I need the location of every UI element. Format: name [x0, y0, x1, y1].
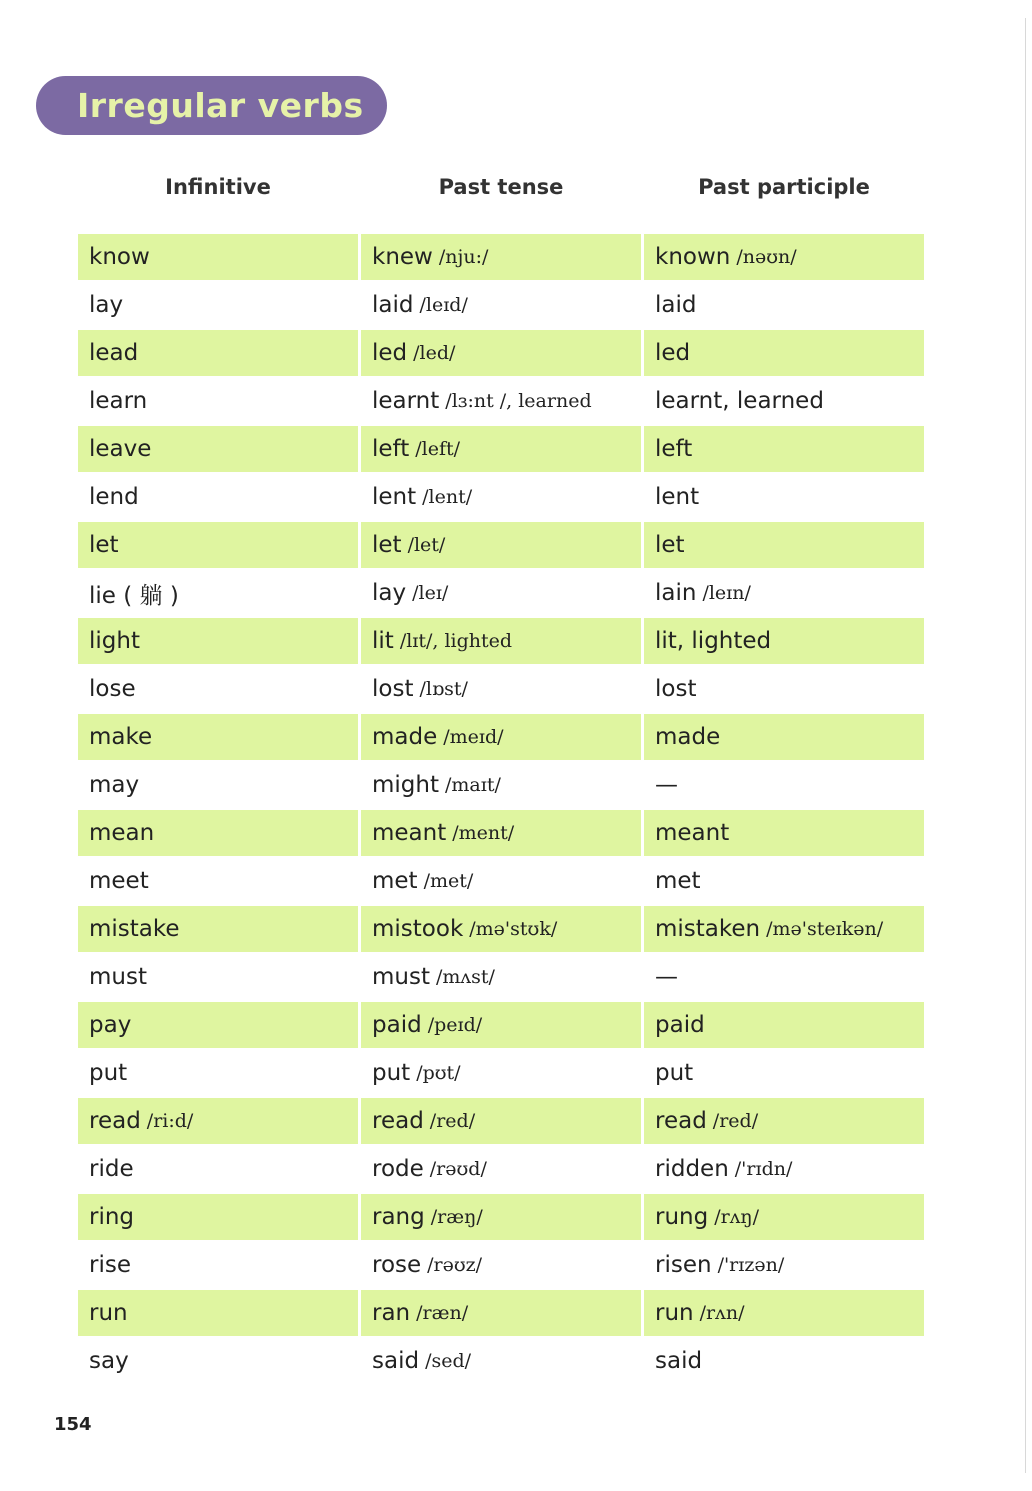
- past-tense-pronunciation: /rəʊd/: [429, 1158, 487, 1180]
- header-past-tense: Past tense: [438, 175, 564, 199]
- past-tense-cell: [361, 954, 641, 1000]
- past-participle-cell: [644, 618, 924, 664]
- past-participle-cell: [644, 1242, 924, 1288]
- past-tense-word: paid: [372, 1012, 422, 1038]
- table-row: [78, 1290, 928, 1338]
- past-participle-cell: [644, 1002, 924, 1048]
- past-tense-cell: [361, 570, 641, 616]
- past-tense-word: laid: [372, 292, 414, 318]
- table-row: [78, 1050, 928, 1098]
- past-participle-word: run: [655, 1300, 694, 1326]
- table-row: [78, 570, 928, 618]
- past-tense-word: lay: [372, 580, 407, 606]
- past-tense-word: lost: [372, 676, 414, 702]
- past-participle-cell: [644, 954, 924, 1000]
- infinitive-cell: [78, 666, 358, 712]
- past-participle-pronunciation: /'rɪzən/: [717, 1254, 785, 1276]
- past-tense-pronunciation: /mə'stʊk/: [469, 918, 558, 940]
- infinitive-word: let: [89, 532, 119, 558]
- past-tense-cell: [361, 522, 641, 568]
- past-tense-cell: [361, 762, 641, 808]
- page-number: 154: [54, 1414, 92, 1435]
- infinitive-word: lose: [89, 676, 136, 702]
- past-tense-cell: [361, 282, 641, 328]
- infinitive-word: mean: [89, 820, 155, 846]
- past-participle-word: —: [655, 964, 678, 990]
- past-participle-pronunciation: /rʌn/: [699, 1302, 745, 1324]
- past-tense-word: said: [372, 1348, 420, 1374]
- past-tense-word: lit: [372, 628, 394, 654]
- infinitive-cell: [78, 1050, 358, 1096]
- past-tense-cell: [361, 426, 641, 472]
- infinitive-word: run: [89, 1300, 128, 1326]
- past-tense-word: might: [372, 772, 439, 798]
- infinitive-word: read: [89, 1108, 141, 1134]
- past-tense-word: left: [372, 436, 410, 462]
- infinitive-word: meet: [89, 868, 149, 894]
- past-participle-cell: [644, 426, 924, 472]
- past-tense-cell: [361, 666, 641, 712]
- past-tense-pronunciation: /ræn/: [416, 1302, 469, 1324]
- past-tense-cell: [361, 1242, 641, 1288]
- page-title: Irregular verbs: [77, 86, 364, 125]
- table-row: [78, 666, 928, 714]
- past-participle-cell: [644, 330, 924, 376]
- table-row: [78, 522, 928, 570]
- infinitive-cell: [78, 762, 358, 808]
- past-participle-cell: [644, 1290, 924, 1336]
- past-tense-cell: [361, 1002, 641, 1048]
- past-participle-word: lent: [655, 484, 700, 510]
- past-participle-word: put: [655, 1060, 694, 1086]
- table-row: [78, 1242, 928, 1290]
- past-tense-pronunciation: /lɒst/: [419, 678, 468, 700]
- past-tense-pronunciation: /ment/: [452, 822, 515, 844]
- past-tense-cell: [361, 906, 641, 952]
- past-tense-word: lent: [372, 484, 417, 510]
- past-participle-cell: [644, 1338, 924, 1384]
- infinitive-cell: [78, 858, 358, 904]
- table-row: [78, 426, 928, 474]
- infinitive-cell: [78, 474, 358, 520]
- past-tense-pronunciation: /lɜ:nt /, learned: [445, 390, 592, 412]
- infinitive-word: know: [89, 244, 150, 270]
- infinitive-cell: [78, 906, 358, 952]
- infinitive-word: lay: [89, 292, 124, 318]
- past-tense-pronunciation: /peɪd/: [427, 1014, 483, 1036]
- past-participle-pronunciation: /leɪn/: [702, 582, 751, 604]
- past-tense-pronunciation: /pʊt/: [416, 1062, 461, 1084]
- past-participle-cell: [644, 378, 924, 424]
- past-participle-cell: [644, 858, 924, 904]
- past-tense-word: led: [372, 340, 408, 366]
- infinitive-pronunciation: /ri:d/: [146, 1110, 194, 1132]
- page-edge-line: [1025, 18, 1026, 1473]
- past-tense-pronunciation: /rəʊz/: [427, 1254, 483, 1276]
- past-tense-word: rode: [372, 1156, 424, 1182]
- table-row: [78, 1098, 928, 1146]
- past-tense-word: must: [372, 964, 430, 990]
- past-participle-word: known: [655, 244, 731, 270]
- past-participle-cell: [644, 762, 924, 808]
- infinitive-word: rise: [89, 1252, 131, 1278]
- past-tense-word: met: [372, 868, 418, 894]
- past-participle-cell: [644, 1146, 924, 1192]
- past-participle-word: rung: [655, 1204, 709, 1230]
- past-tense-cell: [361, 858, 641, 904]
- past-tense-word: knew: [372, 244, 433, 270]
- past-tense-pronunciation: /red/: [429, 1110, 476, 1132]
- table-row: [78, 762, 928, 810]
- infinitive-word: mistake: [89, 916, 180, 942]
- past-tense-pronunciation: /ræŋ/: [430, 1206, 483, 1228]
- infinitive-word: put: [89, 1060, 128, 1086]
- past-tense-cell: [361, 330, 641, 376]
- past-participle-word: said: [655, 1348, 703, 1374]
- past-participle-word: left: [655, 436, 693, 462]
- past-participle-pronunciation: /mə'steɪkən/: [766, 918, 884, 940]
- past-tense-word: rang: [372, 1204, 425, 1230]
- past-participle-word: made: [655, 724, 721, 750]
- past-tense-pronunciation: /sed/: [425, 1350, 472, 1372]
- past-tense-word: let: [372, 532, 402, 558]
- past-tense-pronunciation: /left/: [415, 438, 461, 460]
- infinitive-word: lead: [89, 340, 139, 366]
- past-tense-cell: [361, 810, 641, 856]
- infinitive-cell: [78, 618, 358, 664]
- past-participle-word: learnt, learned: [655, 388, 824, 414]
- infinitive-word: must: [89, 964, 147, 990]
- header-past-participle: Past participle: [698, 175, 870, 199]
- past-participle-word: mistaken: [655, 916, 761, 942]
- past-participle-cell: [644, 234, 924, 280]
- table-row: [78, 810, 928, 858]
- infinitive-cell: [78, 1098, 358, 1144]
- infinitive-cell: [78, 282, 358, 328]
- past-tense-cell: [361, 378, 641, 424]
- past-tense-word: learnt: [372, 388, 440, 414]
- past-tense-pronunciation: /led/: [413, 342, 456, 364]
- past-tense-word: put: [372, 1060, 411, 1086]
- past-participle-pronunciation: /rʌŋ/: [714, 1206, 760, 1228]
- infinitive-cell: [78, 1242, 358, 1288]
- past-participle-cell: [644, 474, 924, 520]
- past-tense-pronunciation: /met/: [423, 870, 474, 892]
- infinitive-word: ring: [89, 1204, 135, 1230]
- table-row: [78, 1194, 928, 1242]
- infinitive-cell: [78, 954, 358, 1000]
- past-participle-cell: [644, 1194, 924, 1240]
- table-row: [78, 906, 928, 954]
- infinitive-word: say: [89, 1348, 129, 1374]
- infinitive-cell: [78, 570, 358, 616]
- past-participle-word: lain: [655, 580, 697, 606]
- infinitive-cell: [78, 810, 358, 856]
- past-tense-word: ran: [372, 1300, 411, 1326]
- past-participle-cell: [644, 1098, 924, 1144]
- past-tense-pronunciation: /nju:/: [438, 246, 489, 268]
- infinitive-cell: [78, 1146, 358, 1192]
- past-tense-pronunciation: /lent/: [422, 486, 473, 508]
- table-row: [78, 1146, 928, 1194]
- table-row: [78, 234, 928, 282]
- past-tense-word: read: [372, 1108, 424, 1134]
- past-participle-word: read: [655, 1108, 707, 1134]
- infinitive-cell: [78, 1290, 358, 1336]
- table-row: [78, 1002, 928, 1050]
- past-participle-pronunciation: /nəʊn/: [736, 246, 797, 268]
- verb-table: [78, 234, 928, 1386]
- past-tense-pronunciation: /meɪd/: [443, 726, 504, 748]
- past-tense-cell: [361, 1050, 641, 1096]
- past-tense-pronunciation: /leɪ/: [412, 582, 449, 604]
- past-participle-word: meant: [655, 820, 730, 846]
- past-tense-cell: [361, 1194, 641, 1240]
- table-row: [78, 378, 928, 426]
- past-participle-word: laid: [655, 292, 697, 318]
- past-participle-pronunciation: /red/: [712, 1110, 759, 1132]
- past-participle-word: lit, lighted: [655, 628, 772, 654]
- past-tense-word: mistook: [372, 916, 464, 942]
- infinitive-word: pay: [89, 1012, 132, 1038]
- table-row: [78, 282, 928, 330]
- infinitive-cell: [78, 426, 358, 472]
- table-row: [78, 714, 928, 762]
- past-tense-cell: [361, 234, 641, 280]
- header-infinitive: Infinitive: [165, 175, 271, 199]
- table-row: [78, 330, 928, 378]
- past-participle-cell: [644, 282, 924, 328]
- infinitive-word: make: [89, 724, 153, 750]
- table-row: [78, 858, 928, 906]
- infinitive-word: lend: [89, 484, 139, 510]
- past-tense-word: meant: [372, 820, 447, 846]
- past-participle-word: —: [655, 772, 678, 798]
- table-row: [78, 1338, 928, 1386]
- past-tense-cell: [361, 714, 641, 760]
- infinitive-cell: [78, 1194, 358, 1240]
- past-tense-pronunciation: /let/: [407, 534, 446, 556]
- past-participle-cell: [644, 666, 924, 712]
- table-row: [78, 618, 928, 666]
- past-tense-cell: [361, 618, 641, 664]
- past-tense-cell: [361, 1290, 641, 1336]
- past-participle-word: paid: [655, 1012, 705, 1038]
- past-tense-pronunciation: /lɪt/, lighted: [399, 630, 513, 652]
- title-banner: [36, 76, 387, 135]
- past-participle-cell: [644, 570, 924, 616]
- past-participle-pronunciation: /'rɪdn/: [734, 1158, 793, 1180]
- past-participle-cell: [644, 810, 924, 856]
- infinitive-cell: [78, 1338, 358, 1384]
- infinitive-word: light: [89, 628, 140, 654]
- past-participle-word: risen: [655, 1252, 712, 1278]
- infinitive-word: leave: [89, 436, 152, 462]
- infinitive-cell: [78, 714, 358, 760]
- infinitive-cell: [78, 1002, 358, 1048]
- past-tense-pronunciation: /maɪt/: [445, 774, 501, 796]
- column-headers: [78, 170, 928, 204]
- past-tense-cell: [361, 474, 641, 520]
- past-participle-cell: [644, 1050, 924, 1096]
- past-tense-cell: [361, 1098, 641, 1144]
- past-participle-word: lost: [655, 676, 697, 702]
- past-tense-cell: [361, 1338, 641, 1384]
- past-tense-word: made: [372, 724, 438, 750]
- infinitive-cell: [78, 522, 358, 568]
- past-tense-cell: [361, 1146, 641, 1192]
- past-tense-pronunciation: /mʌst/: [435, 966, 495, 988]
- infinitive-word: ride: [89, 1156, 134, 1182]
- infinitive-word: learn: [89, 388, 148, 414]
- past-participle-word: let: [655, 532, 685, 558]
- infinitive-cell: [78, 234, 358, 280]
- past-participle-word: ridden: [655, 1156, 729, 1182]
- infinitive-word: may: [89, 772, 140, 798]
- past-tense-pronunciation: /leɪd/: [419, 294, 468, 316]
- infinitive-cell: [78, 378, 358, 424]
- table-row: [78, 474, 928, 522]
- past-participle-word: led: [655, 340, 691, 366]
- past-participle-cell: [644, 714, 924, 760]
- past-participle-word: met: [655, 868, 701, 894]
- infinitive-cell: [78, 330, 358, 376]
- past-participle-cell: [644, 522, 924, 568]
- table-row: [78, 954, 928, 1002]
- past-tense-word: rose: [372, 1252, 422, 1278]
- infinitive-word: lie ( 躺 ): [89, 582, 179, 609]
- past-participle-cell: [644, 906, 924, 952]
